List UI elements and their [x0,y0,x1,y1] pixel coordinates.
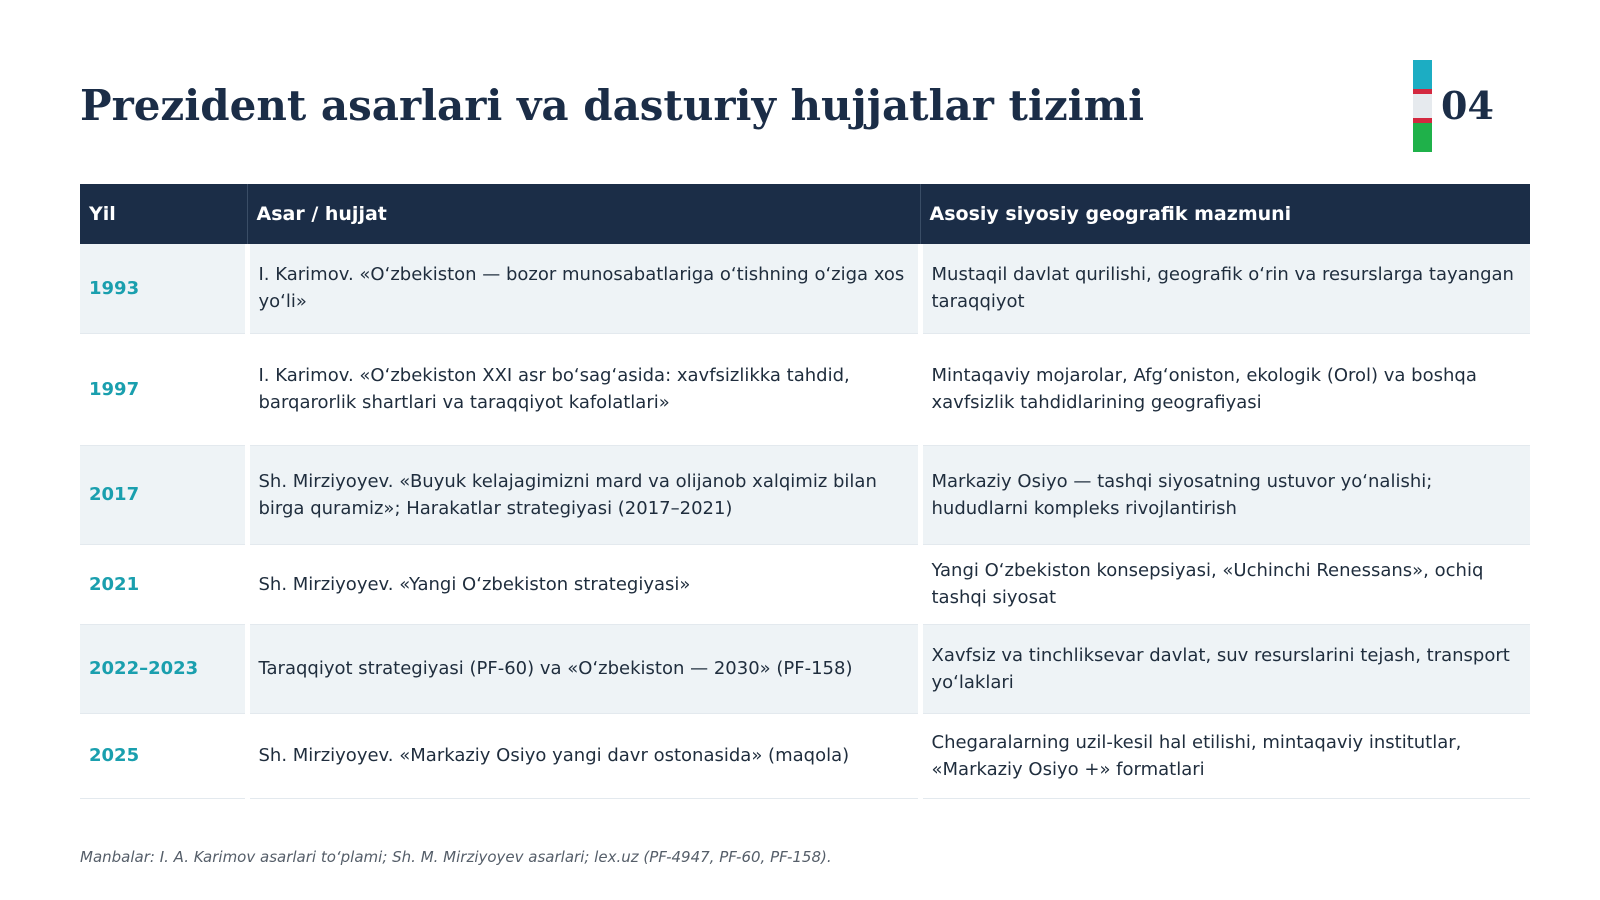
table-row [80,333,1530,445]
table-row [80,445,1530,544]
content-cell: Xavfsiz va tinchliksevar davlat, suv resurslarini tejash, transport yo‘laklari [920,624,1530,713]
year-cell: 2017 [80,445,247,544]
flag-blue-stripe [1413,60,1432,89]
table-row [80,244,1530,333]
work-cell: I. Karimov. «O‘zbekiston — bozor munosabatlariga o‘tishning o‘ziga xos yo‘li» [247,244,920,333]
documents-table [80,184,1530,799]
flag-green-stripe [1413,123,1432,152]
work-cell: Sh. Mirziyoyev. «Markaziy Osiyo yangi davr ostonasida» (maqola) [247,713,920,798]
work-cell: I. Karimov. «O‘zbekiston XXI asr bo‘sag‘asida: xavfsizlikka tahdid, barqarorlik shartlari va taraqqiyot kafolatlari» [247,333,920,445]
sources-note: Manbalar: I. A. Karimov asarlari to‘plami; Sh. M. Mirziyoyev asarlari; lex.uz (PF-4947, PF-60, PF-158). [80,848,832,866]
work-cell: Sh. Mirziyoyev. «Yangi O‘zbekiston strategiyasi» [247,544,920,624]
work-cell: Sh. Mirziyoyev. «Buyuk kelajagimizni mard va olijanob xalqimiz bilan birga quramiz»; Harakatlar strategiyasi (2017–2021) [247,445,920,544]
year-cell: 2025 [80,713,247,798]
header-content: Asosiy siyosiy geografik mazmuni [920,184,1530,244]
table-row [80,624,1530,713]
header-year: Yil [80,184,247,244]
flag-white-stripe [1413,94,1432,118]
uzbekistan-flag-icon [1413,60,1432,152]
year-cell: 1997 [80,333,247,445]
table-row [80,544,1530,624]
content-cell: Mintaqaviy mojarolar, Afg‘oniston, ekologik (Orol) va boshqa xavfsizlik tahdidlarining geografiyasi [920,333,1530,445]
work-cell: Taraqqiyot strategiyasi (PF-60) va «O‘zbekiston — 2030» (PF-158) [247,624,920,713]
header-work: Asar / hujjat [247,184,920,244]
page-title: Prezident asarlari va dasturiy hujjatlar tizimi [80,81,1145,130]
year-cell: 2022–2023 [80,624,247,713]
year-cell: 1993 [80,244,247,333]
table-row [80,713,1530,798]
year-cell: 2021 [80,544,247,624]
content-cell: Mustaqil davlat qurilishi, geografik o‘rin va resurslarga tayangan taraqqiyot [920,244,1530,333]
content-cell: Markaziy Osiyo — tashqi siyosatning ustuvor yo‘nalishi; hududlarni kompleks rivojlantirish [920,445,1530,544]
table-header-row [80,184,1530,244]
content-cell: Chegaralarning uzil-kesil hal etilishi, mintaqaviy institutlar, «Markaziy Osiyo +» formatlari [920,713,1530,798]
content-cell: Yangi O‘zbekiston konsepsiyasi, «Uchinchi Renessans», ochiq tashqi siyosat [920,544,1530,624]
slide-number: 04 [1441,83,1494,128]
